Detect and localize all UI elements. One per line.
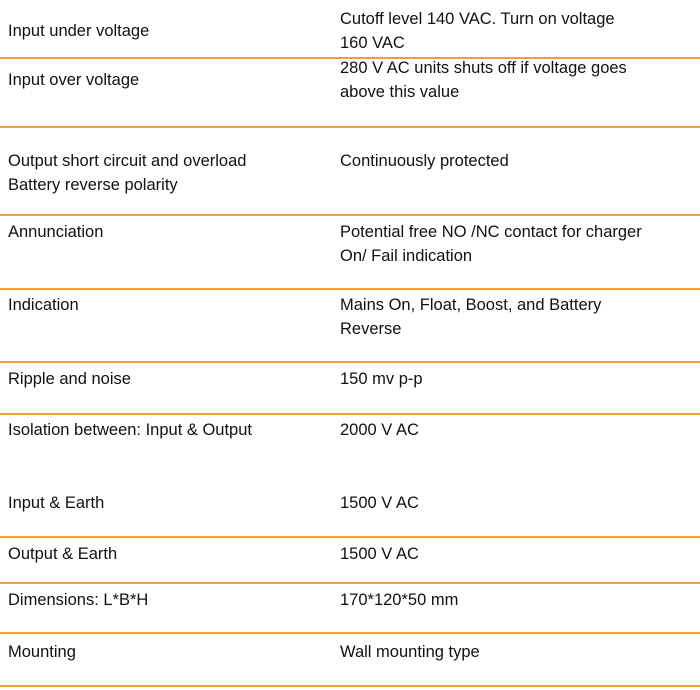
spec-label: Input over voltage — [8, 71, 140, 89]
spec-value: 150 mv p-p — [340, 370, 423, 388]
spec-label: Output short circuit and overload Battery reverse polarity — [8, 152, 247, 194]
spec-value: 280 V AC units shuts off if voltage goes above this value — [340, 59, 627, 101]
spec-value: 2000 V AC — [340, 421, 419, 439]
spec-row-dimensions — [0, 584, 700, 634]
spec-label: Indication — [8, 296, 79, 314]
spec-row-annunciation — [0, 216, 700, 290]
spec-label: Mounting — [8, 643, 76, 661]
spec-value: 1500 V AC — [340, 494, 419, 512]
spec-label: Ripple and noise — [8, 370, 131, 388]
spec-row-input-under-voltage — [0, 0, 700, 59]
spec-value: 1500 V AC — [340, 545, 419, 563]
spec-label: Dimensions: L*B*H — [8, 591, 149, 609]
spec-value: Wall mounting type — [340, 643, 480, 661]
spec-row-short-circuit — [0, 128, 700, 216]
spec-row-input-earth — [0, 488, 700, 538]
spec-value: Continuously protected — [340, 152, 509, 170]
spec-value: 170*120*50 mm — [340, 591, 459, 609]
spec-value: Mains On, Float, Boost, and Battery Reverse — [340, 296, 602, 338]
spec-row-input-over-voltage — [0, 59, 700, 128]
spec-value: Potential free NO /NC contact for charger On/ Fail indication — [340, 223, 642, 265]
spec-label: Input & Earth — [8, 494, 105, 512]
spec-label: Input under voltage — [8, 22, 150, 40]
spec-row-indication — [0, 290, 700, 363]
spec-label: Output & Earth — [8, 545, 118, 563]
spec-value: Cutoff level 140 VAC. Turn on voltage 160 VAC — [340, 10, 615, 52]
spec-row-ripple-noise — [0, 363, 700, 415]
spec-row-isolation-input-output — [0, 415, 700, 488]
spec-row-mounting — [0, 634, 700, 687]
spec-label: Annunciation — [8, 223, 104, 241]
spec-label: Isolation between: Input & Output — [8, 421, 252, 439]
spec-row-output-earth — [0, 538, 700, 584]
